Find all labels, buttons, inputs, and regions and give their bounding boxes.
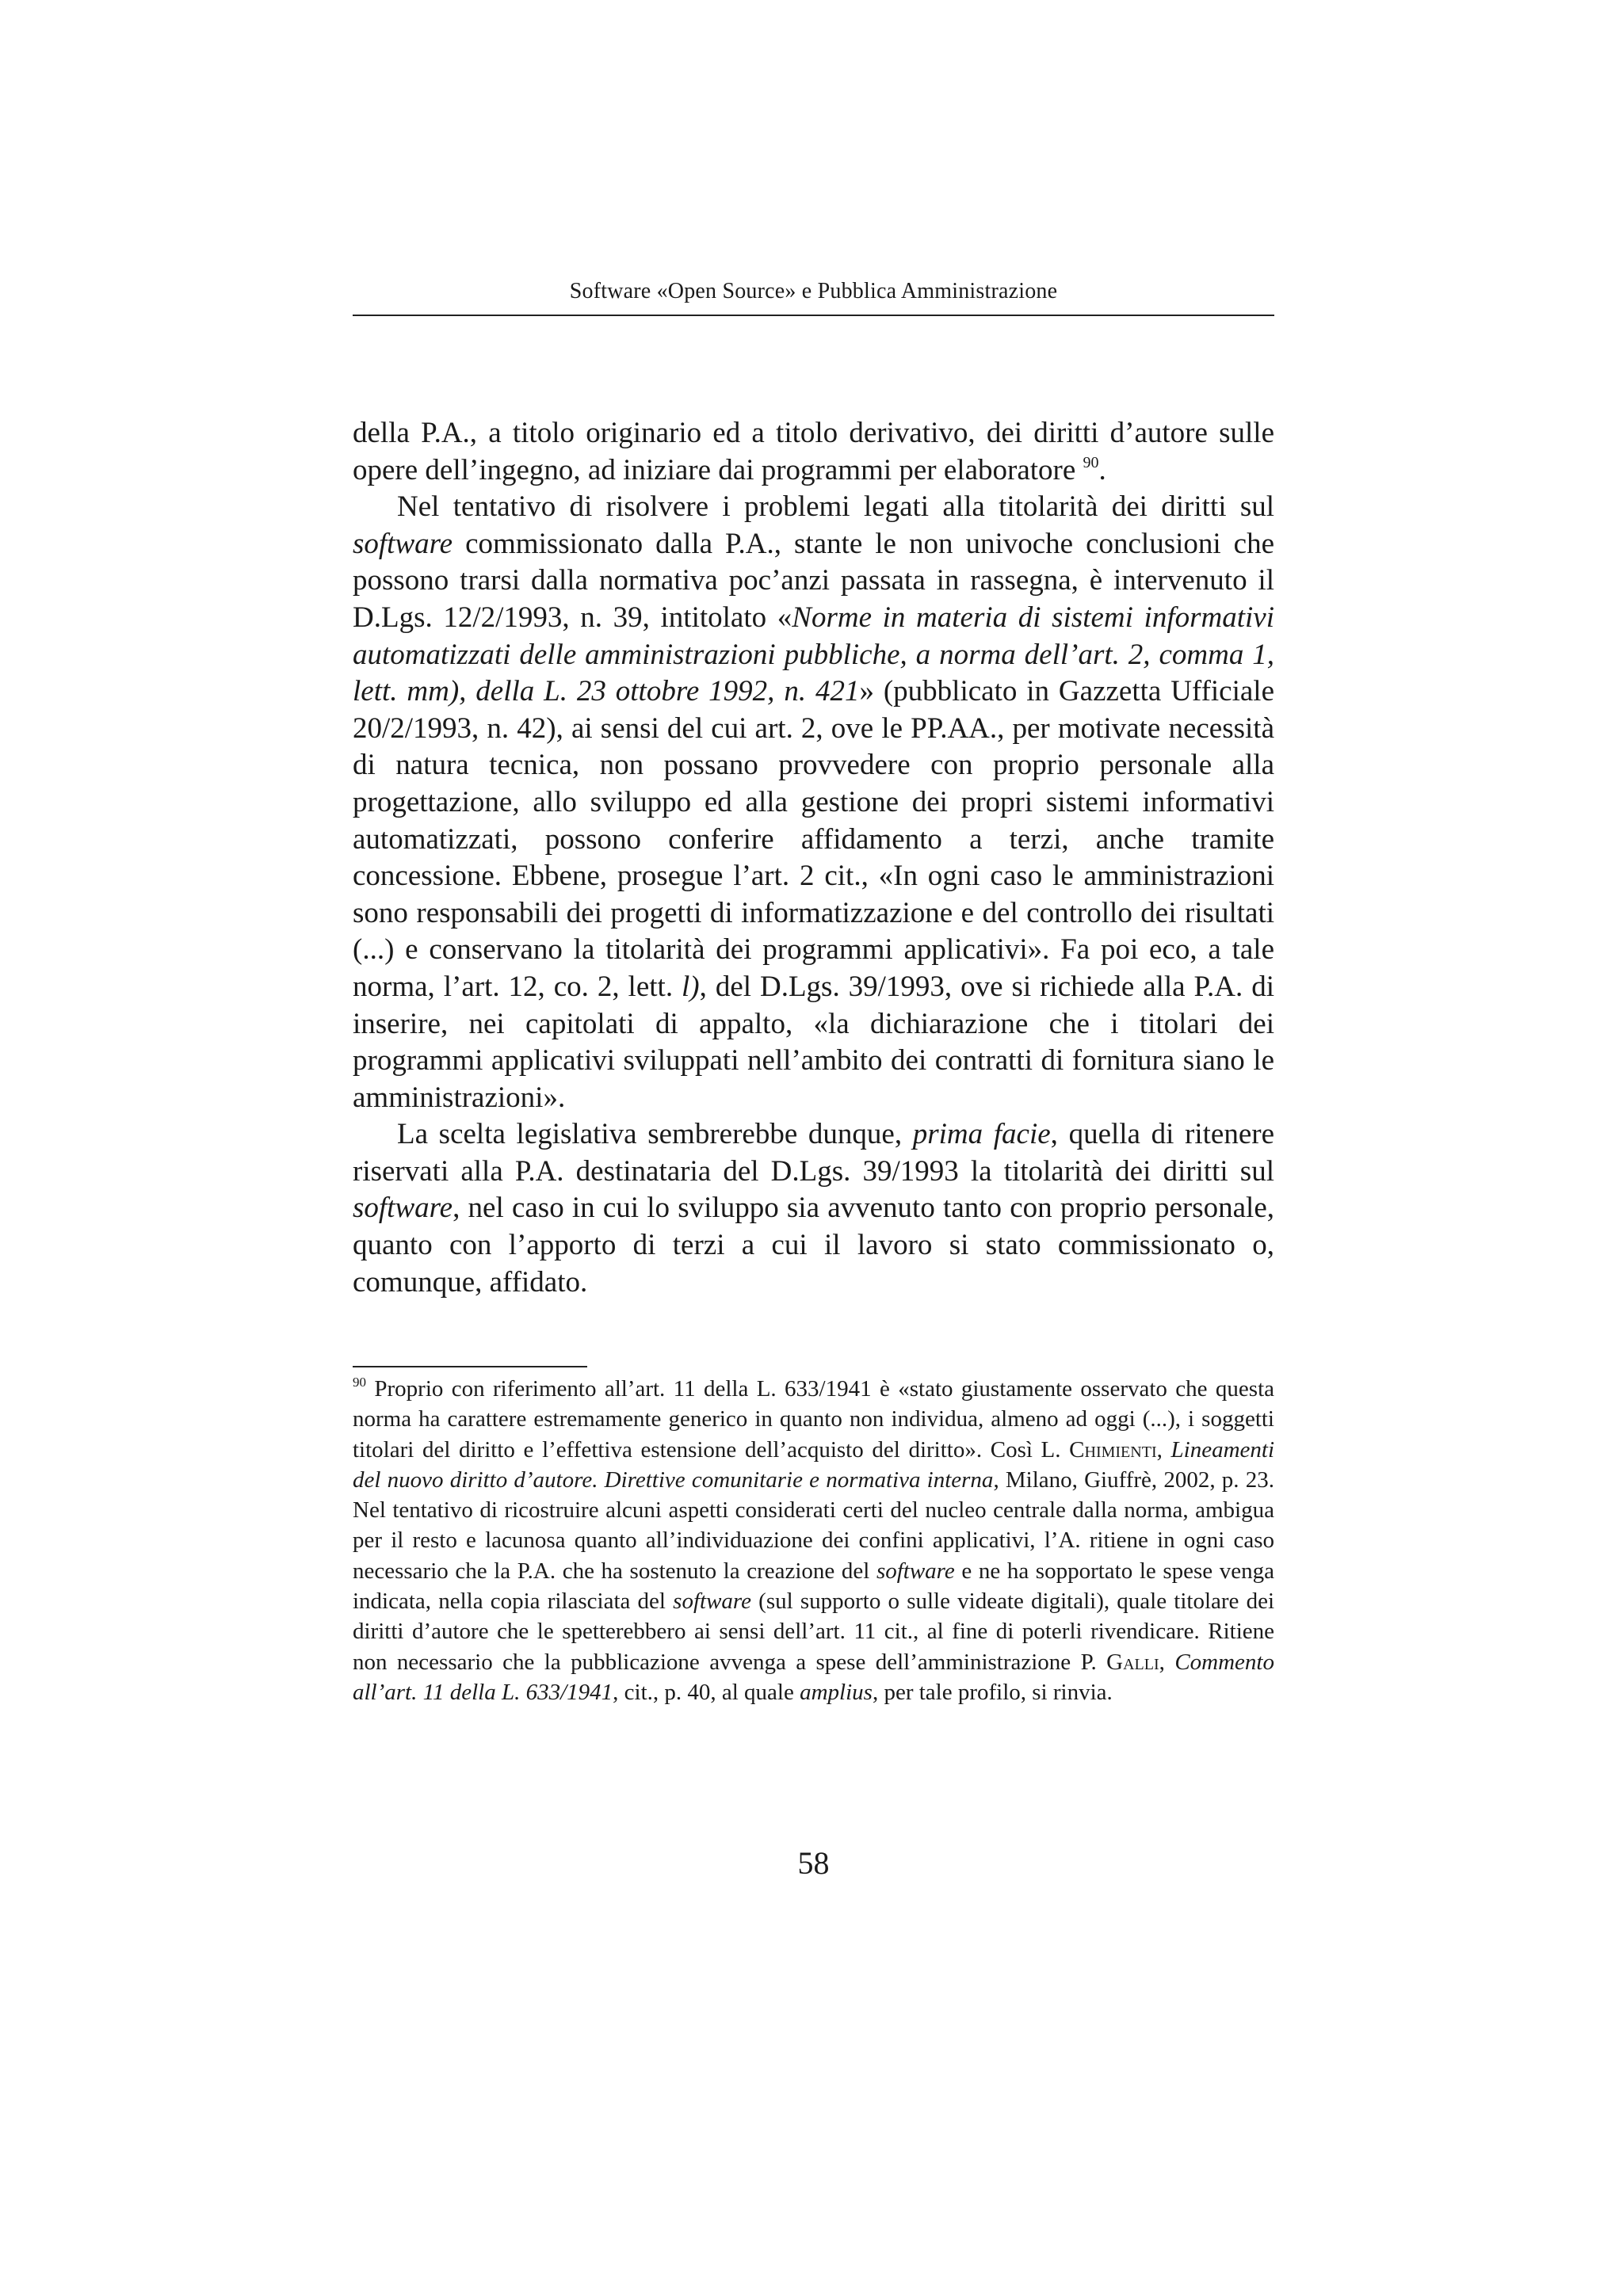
- running-head: Software «Open Source» e Pubblica Amministrazione: [569, 279, 1058, 303]
- footnote-90: [353, 1374, 1274, 1707]
- italic-term: software: [673, 1589, 751, 1615]
- italic-term: amplius: [800, 1679, 873, 1705]
- paragraph-2: [353, 489, 1274, 1116]
- text-run: Proprio con riferimento all’art. 11 della L. 633/1941 è «stato giustamente osservato che questa norma ha carattere estremamente generico in quanto non individua, almeno ad oggi (...), i soggetti titolari del diritto e l’effettiva estensione dell’acquisto del diritto». Così L.: [353, 1376, 1274, 1463]
- text-run: della P.A., a titolo originario ed a titolo derivativo, dei diritti d’autore sulle opere dell’ingegno, ad iniziare dai programmi per elaboratore: [353, 417, 1274, 486]
- italic-term: software: [353, 1192, 453, 1225]
- text-run: (sul supporto o sulle videate digitali), quale titolare dei diritti d’autore che le spetterebbero ai sensi dell’art. 11 cit., al fine di poterli rivendicare. Ritiene non necessario che la pubblicazione avvenga a spese dell’amministrazione P.: [353, 1589, 1274, 1675]
- header-rule: [353, 315, 1274, 316]
- italic-book-title: Commento all’art. 11 della L. 633/1941: [353, 1649, 1274, 1705]
- text-run: ,: [1156, 1436, 1171, 1463]
- italic-term: prima facie: [912, 1118, 1051, 1151]
- text-run: .: [1098, 453, 1106, 486]
- text-run: commissionato dalla P.A., stante le non univoche conclusioni che possono trarsi dalla normativa poc’anzi passata in rassegna, è intervenuto il D.Lgs. 12/2/1993, n. 39, intitolato «: [353, 527, 1274, 634]
- italic-book-title: Lineamenti del nuovo diritto d’autore. Direttive comunitarie e normativa interna: [353, 1436, 1275, 1493]
- text-run: , cit., p. 40, al quale: [613, 1679, 800, 1705]
- text-run: e ne ha sopportato le spese venga indicata, nella copia rilasciata del: [353, 1558, 1275, 1615]
- text-run: , del D.Lgs. 39/1993, ove si richiede alla P.A. di inserire, nei capitolati di appalto, «la dichiarazione che i titolari dei programmi applicativi sviluppati nell’ambito dei contratti di fornitura siano le amministrazioni».: [353, 970, 1274, 1114]
- text-run: , nel caso in cui lo sviluppo sia avvenuto tanto con proprio personale, quanto con l’apporto di terzi a cui il lavoro si stato commissionato o, comunque, affidato.: [353, 1192, 1274, 1299]
- italic-term: software: [876, 1558, 955, 1584]
- text-run: Nel tentativo di risolvere i problemi legati alla titolarità dei diritti sul: [397, 490, 1274, 524]
- footnote-separator: [353, 1366, 587, 1367]
- text-run: » (pubblicato in Gazzetta Ufficiale 20/2/1993, n. 42), ai sensi del cui art. 2, ove le PP.AA., per motivate necessità di natura tecnica, non possano provvedere con proprio personale alla progettazione, allo sviluppo ed alla gestione dei propri sistemi informativi automatizzati, possono conferire affidamento a terzi, anche tramite concessione. Ebbene, prosegue l’art. 2 cit., «In ogni caso le amministrazioni sono responsabili dei progetti di informatizzazione e del controllo dei risultati (...) e conservano la titolarità dei programmi applicativi». Fa poi eco, a tale norma, l’art. 12, co. 2, lett.: [353, 675, 1275, 1003]
- page-number: 58: [797, 1845, 830, 1881]
- text-run: , quella di ritenere riservati alla P.A. destinataria del D.Lgs. 39/1993 la titolarità dei diritti sul: [353, 1118, 1275, 1188]
- text-run: , Milano, Giuffrè, 2002, p. 23. Nel tentativo di ricostruire alcuni aspetti considerati certi del nucleo centrale dalla norma, ambigua per il resto e lacunosa quanto all’individuazione dei confini applicativi, l’A. ritiene in ogni caso necessario che la P.A. che ha sostenuto la creazione del: [353, 1466, 1275, 1584]
- footnote-number: 90: [353, 1375, 366, 1390]
- italic-law-title: Norme in materia di sistemi informativi automatizzati delle amministrazioni pubbliche, a norma dell’art. 2, comma 1, lett. mm), della L. 23 ottobre 1992, n. 421: [353, 601, 1274, 708]
- author-name: Galli: [1106, 1649, 1159, 1675]
- footnote-reference[interactable]: 90: [1083, 453, 1099, 471]
- paragraph-1: [353, 415, 1274, 489]
- text-run: , per tale profilo, si rinvia.: [872, 1679, 1113, 1705]
- main-text: [353, 415, 1274, 1301]
- author-name: Chimienti: [1069, 1436, 1157, 1463]
- text-run: La scelta legislativa sembrerebbe dunque,: [397, 1118, 913, 1151]
- text-run: ,: [1159, 1649, 1175, 1675]
- italic-letter: l): [682, 970, 700, 1003]
- paragraph-3: [353, 1116, 1274, 1301]
- italic-term: software: [353, 527, 453, 560]
